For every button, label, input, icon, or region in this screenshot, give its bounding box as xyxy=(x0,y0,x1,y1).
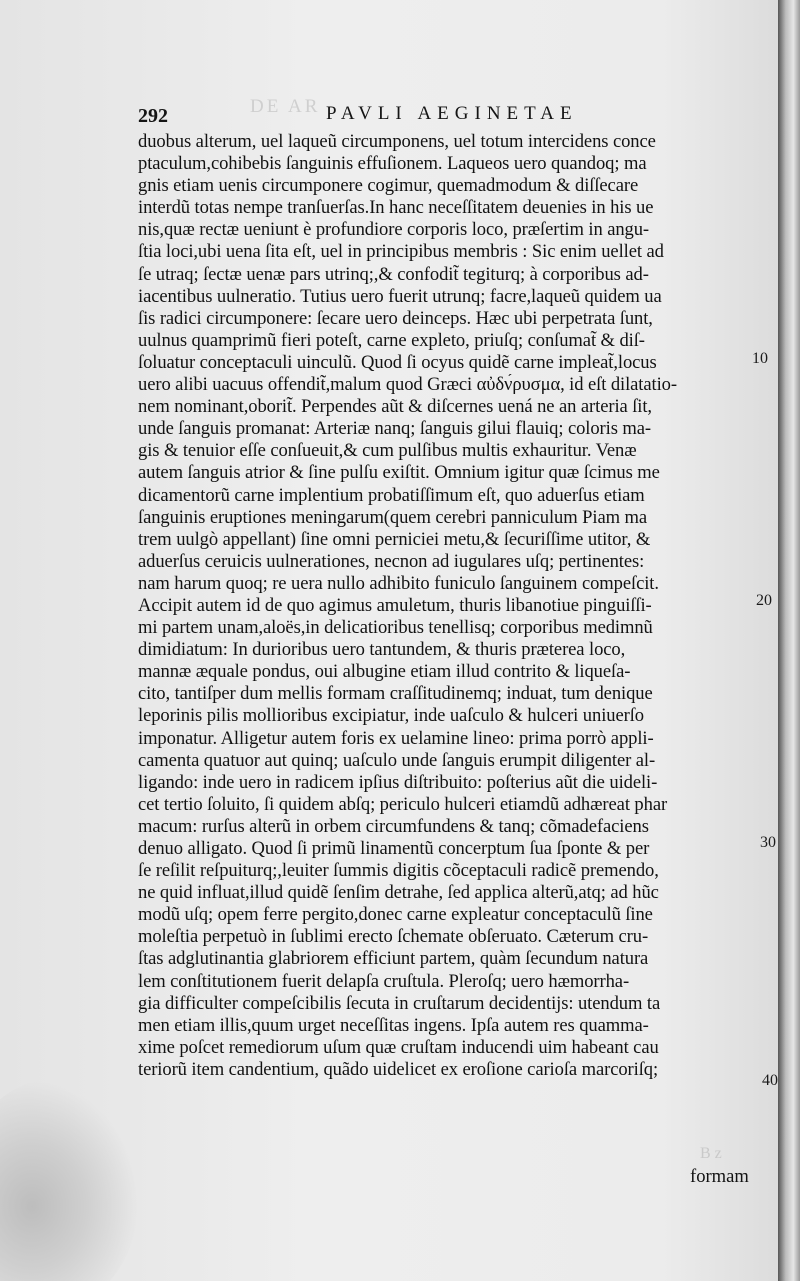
line-number-40: 40 xyxy=(762,1072,778,1089)
text-line: ſtia loci,ubi uena ſita eſt, uel in principibus membris : Sic enim uellet ad xyxy=(138,241,664,263)
text-line: ſe reſilit reſpuiturq;,leuiter ſummis digitis cõceptaculi radicẽ premendo, xyxy=(138,860,659,882)
text-line: modũ uſq; opem ferre pergito,donec carne expleatur conceptaculũ ſine xyxy=(138,904,653,926)
body-text xyxy=(138,131,760,1191)
text-line: leporinis pilis mollioribus excipiatur, inde uaſculo & hulceri uniuerſo xyxy=(138,705,644,727)
line-number-30: 30 xyxy=(760,834,776,851)
running-title: PAVLI AEGINETAE xyxy=(326,103,578,124)
text-line: moleſtia perpetuò in ſublimi erecto ſchemate obſeruato. Cæterum cru- xyxy=(138,926,649,948)
text-line: iacentibus uulneratio. Tutius uero fuerit utrunq; facre,laqueũ quidem ua xyxy=(138,285,662,307)
text-line: ne quid influat,illud quidẽ ſenſim detrahe, ſed applica alterũ,atq; ad hũc xyxy=(138,882,659,904)
text-line: dicamentorũ carne implentium probatiſſimum eſt, quo aduerſus etiam xyxy=(138,484,645,506)
text-line: cito, tantiſper dum mellis formam craſſitudinemq; induat, tum denique xyxy=(138,683,653,705)
running-head xyxy=(138,103,758,131)
text-line: denuo alligato. Quod ſi primũ linamentũ concerptum ſua ſponte & per xyxy=(138,838,650,859)
page-number: 292 xyxy=(138,105,168,127)
text-line: uulnus quamprimũ fieri poteſt, carne expleto, priuſq; conſumat̃ & diſ- xyxy=(138,329,645,351)
line-number-20: 20 xyxy=(756,592,772,609)
text-line: gnis etiam uenis circumponere cogimur, quemadmodum & diſſecare xyxy=(138,175,639,197)
text-line: macum: rurſus alterũ in orbem circumfundens & tanq; cõmadefaciens xyxy=(138,815,649,837)
text-line: trem uulgò appellant) ſine omni perniciei metu,& ſecuriſſime utitor, & xyxy=(138,528,651,550)
text-line: Accipit autem id de quo agimus amuletum, thuris libanotiue pinguiſſi- xyxy=(138,594,652,616)
text-line: xime poſcet remediorum uſum quæ cruſtam inducendi uim habeant cau xyxy=(138,1036,659,1058)
text-line: ſanguinis eruptiones meningarum(quem cerebri panniculum Piam ma xyxy=(138,506,648,528)
text-line: teriorũ item candentium, quãdo uidelicet ex eroſione carioſa marcoriſq; xyxy=(138,1058,659,1080)
text-line: duobus alterum, uel laqueũ circumponens, uel totum intercidens conce xyxy=(138,131,656,152)
text-line: camenta quatuor aut quinq; uaſculo unde ſanguis erumpit diligenter al- xyxy=(138,749,656,771)
bleed-through-text: DE AR xyxy=(250,96,321,116)
text-line: uero alibi uacuus offendit̃,malum quod Græci αὐδν́ρυσμα, id eſt dilatatio- xyxy=(138,374,677,396)
text-line: dimidiatum: In durioribus uero tantundem, & thuris præterea loco, xyxy=(138,639,626,661)
text-line: ſtas adglutinantia glabriorem efficiunt partem, quàm ſecundum natura xyxy=(138,948,649,970)
text-line: nam harum quoq; re uera nullo adhibito funiculo ſanguinem compeſcit. xyxy=(138,572,659,594)
text-line: gia difficulter compeſcibilis ſecuta in cruſtarum decidentijs: utendum ta xyxy=(138,992,661,1014)
adjacent-page-edge xyxy=(778,0,800,1281)
text-line: ptaculum,cohibebis ſanguinis effuſionem. Laqueos uero quandoq; ma xyxy=(138,153,647,175)
text-line: ſoluatur conceptaculi uinculũ. Quod ſi ocyus quidẽ carne impleat̃,locus xyxy=(138,351,657,373)
signature-mark: B z xyxy=(700,1145,722,1162)
text-line: aduerſus ceruicis uulnerationes, necnon ad iugulares uſq; pertinentes: xyxy=(138,550,645,572)
text-line: ſe utraq; ſectæ uenæ pars utrinq;,& confodit̃ tegiturq; à corporibus ad- xyxy=(138,263,649,285)
text-line: gis & tenuior eſſe conſueuit,& cum pulſibus multis exhauritur. Venæ xyxy=(138,440,637,462)
text-line: unde ſanguis promanat: Arteriæ nanq; ſanguis gilui flauiq; coloris ma- xyxy=(138,418,652,440)
text-line: cet tertio ſoluito, ſi quidem abſq; periculo hulceri etiamdũ adhæreat phar xyxy=(138,793,668,815)
text-line: lem conſtitutionem fuerit delapſa cruſtula. Pleroſq; uero hæmorrha- xyxy=(138,970,630,992)
text-line: ligando: inde uero in radicem ipſius diſtribuito: poſterius aũt die uideli- xyxy=(138,771,658,793)
text-line: nis,quæ rectæ ueniunt è profundiore corporis loco, præſertim in angu- xyxy=(138,219,650,241)
text-line: interdũ totas nempe tranſuerſas.In hanc neceſſitatem deuenies in his ue xyxy=(138,197,654,219)
text-line: men etiam illis,quum urget neceſſitas ingens. Ipſa autem res quamma- xyxy=(138,1014,649,1036)
text-line: mannæ æquale pondus, oui albugine etiam illud contrito & liqueſa- xyxy=(138,661,631,683)
text-line: autem ſanguis atrior & ſine pulſu exiſtit. Omnium igitur quæ ſcimus me xyxy=(138,462,660,484)
text-line: nem nominant,oborit̃. Perpendes aũt & diſcernes uená ne an arteria ſit, xyxy=(138,396,652,418)
page-stain xyxy=(0,1080,140,1281)
text-line: ſis radici circumponere: ſecare uero deinceps. Hæc ubi perpetrata ſunt, xyxy=(138,307,653,329)
text-line: imponatur. Alligetur autem foris ex uelamine lineo: prima porrò appli- xyxy=(138,727,654,749)
text-line: mi partem unam,aloës,in delicatioribus tenellisq; corporibus medimnũ xyxy=(138,617,653,639)
catchword: formam xyxy=(690,1166,749,1187)
line-number-10: 10 xyxy=(752,350,768,367)
